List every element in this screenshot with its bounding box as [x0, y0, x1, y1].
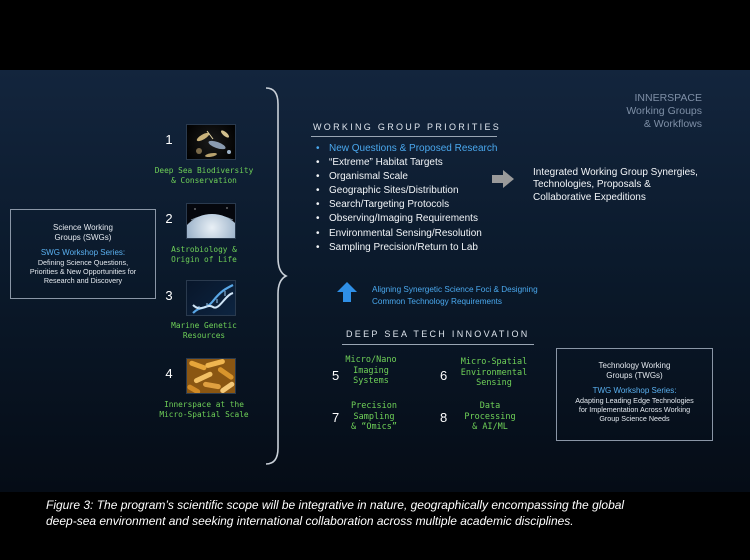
tech-item-6-label	[452, 357, 536, 389]
priority-item	[316, 170, 497, 184]
priority-item	[316, 142, 497, 156]
tech-item-5-line-3: Systems	[353, 376, 389, 386]
priority-text: “Extreme” Habitat Targets	[329, 157, 443, 169]
science-item-4-label-line-2: Micro-Spatial Scale	[159, 409, 249, 419]
tech-item-6-line-3: Sensing	[476, 378, 512, 388]
tech-item-6-line-1: Micro-Spatial	[460, 357, 528, 367]
priority-text: Geographic Sites/Distribution	[329, 185, 459, 197]
science-item-2-label-line-2: Origin of Life	[171, 254, 237, 264]
priority-text: New Questions & Proposed Research	[329, 143, 498, 154]
caption-line-2: deep-sea environment and seeking international collaboration across multiple academic disciplines.	[46, 514, 574, 528]
integrated-line-3: Collaborative Expeditions	[533, 191, 646, 203]
dna-image	[186, 280, 236, 316]
tech-item-7-line-1: Precision	[350, 401, 398, 411]
tech-item-7-number: 7	[332, 410, 340, 425]
bullet: •	[316, 157, 320, 169]
grouping-brace	[262, 86, 288, 466]
priority-item	[316, 241, 497, 255]
tech-title-underline	[342, 344, 534, 345]
bullet: •	[316, 199, 320, 211]
integrated-synergies-text	[533, 167, 698, 204]
swg-desc-line-3: Research and Discovery	[43, 276, 123, 285]
swg-title-line-2: Groups (SWGs)	[54, 233, 112, 242]
up-arrow-icon	[337, 282, 357, 302]
planet-image	[186, 203, 236, 239]
tech-item-5-line-2: Imaging	[353, 365, 389, 376]
priority-item	[316, 212, 497, 226]
plankton-image	[186, 124, 236, 160]
twg-desc-line-1: Adapting Leading Edge Technologies	[575, 396, 694, 405]
tech-item-7-label	[338, 401, 410, 433]
tech-item-8-label	[454, 401, 526, 433]
priority-item	[316, 198, 497, 212]
tech-item-6-line-2: Environmental	[460, 367, 528, 378]
priority-text: Sampling Precision/Return to Lab	[329, 241, 478, 253]
priorities-list	[316, 142, 497, 255]
bullet: •	[316, 227, 320, 239]
aligning-line-1: Aligning Synergetic Science Foci & Designing	[372, 285, 538, 294]
priorities-title-underline	[311, 136, 497, 137]
tech-item-7-line-3: & “Omics”	[350, 422, 398, 432]
priority-text: Search/Targeting Protocols	[329, 199, 450, 211]
science-item-3-label-line-1: Marine Genetic	[171, 321, 237, 330]
swg-series-label: SWG Workshop Series:	[40, 248, 126, 257]
tech-item-8-number: 8	[440, 410, 448, 425]
swg-title-line-1: Science Working	[53, 223, 113, 232]
twg-desc-line-2: for Implementation Across Working	[578, 405, 691, 414]
swg-box	[10, 209, 156, 299]
brand-line-1: INNERSPACE	[634, 92, 702, 104]
science-item-1-label-line-1: Deep Sea Biodiversity	[154, 166, 254, 175]
twg-box	[556, 348, 713, 441]
tech-item-8-line-1: Data	[479, 401, 501, 411]
brand-line-3: & Workflows	[643, 118, 702, 130]
bullet: •	[316, 143, 320, 154]
science-item-4-number: 4	[165, 366, 173, 381]
priority-item	[316, 184, 497, 198]
tech-item-6-number: 6	[440, 368, 448, 383]
aligning-line-2: Common Technology Requirements	[372, 296, 503, 306]
twg-series-label: TWG Workshop Series:	[592, 386, 677, 395]
science-item-3-label-line-2: Resources	[182, 330, 226, 340]
tech-item-8-line-3: & AI/ML	[472, 422, 508, 432]
science-item-3-label	[146, 321, 262, 340]
microbes-image	[186, 358, 236, 394]
science-item-4-label-line-1: Innerspace at the	[164, 400, 244, 409]
bullet: •	[316, 171, 320, 183]
tech-title: DEEP SEA TECH INNOVATION	[346, 329, 530, 339]
diagram-slide	[0, 70, 750, 492]
tech-item-5-label	[336, 355, 406, 387]
bullet: •	[316, 185, 320, 197]
science-item-4-label	[146, 400, 262, 419]
aligning-text	[372, 284, 538, 307]
science-item-1-label	[146, 166, 262, 185]
tech-item-8-line-2: Processing	[464, 411, 516, 422]
twg-title-line-2: Groups (TWGs)	[606, 371, 663, 380]
science-item-2-number: 2	[165, 211, 173, 226]
priority-text: Environmental Sensing/Resolution	[329, 227, 482, 239]
figure-caption	[46, 497, 726, 529]
tech-item-7-line-2: Sampling	[353, 411, 395, 422]
science-item-1-label-line-2: & Conservation	[171, 175, 237, 185]
tech-item-5-line-1: Micro/Nano	[345, 355, 397, 365]
priorities-title: WORKING GROUP PRIORITIES	[313, 122, 502, 132]
priority-item	[316, 227, 497, 241]
twg-title-line-1: Technology Working	[598, 361, 671, 370]
science-item-3-number: 3	[165, 288, 173, 303]
right-arrow-icon	[492, 170, 514, 188]
priority-item	[316, 156, 497, 170]
swg-desc-line-1: Defining Science Questions,	[37, 258, 129, 267]
twg-desc-line-3: Group Science Needs	[599, 414, 670, 423]
bullet: •	[316, 213, 320, 225]
science-item-2-label-line-1: Astrobiology &	[171, 245, 237, 254]
priority-text: Observing/Imaging Requirements	[329, 213, 478, 225]
brand-line-2: Working Groups	[626, 105, 702, 117]
integrated-line-1: Integrated Working Group Synergies,	[533, 167, 698, 178]
integrated-line-2: Technologies, Proposals &	[533, 179, 651, 191]
science-item-1-number: 1	[165, 132, 173, 147]
innerspace-branding	[626, 92, 702, 131]
priority-text: Organismal Scale	[329, 171, 408, 183]
bullet: •	[316, 241, 320, 253]
tech-item-5-number: 5	[332, 368, 340, 383]
caption-line-1: Figure 3: The program’s scientific scope will be integrative in nature, geographically encompassing the global	[46, 498, 625, 512]
swg-desc-line-2: Priorities & New Opportunities for	[29, 267, 137, 276]
science-item-2-label	[146, 245, 262, 264]
